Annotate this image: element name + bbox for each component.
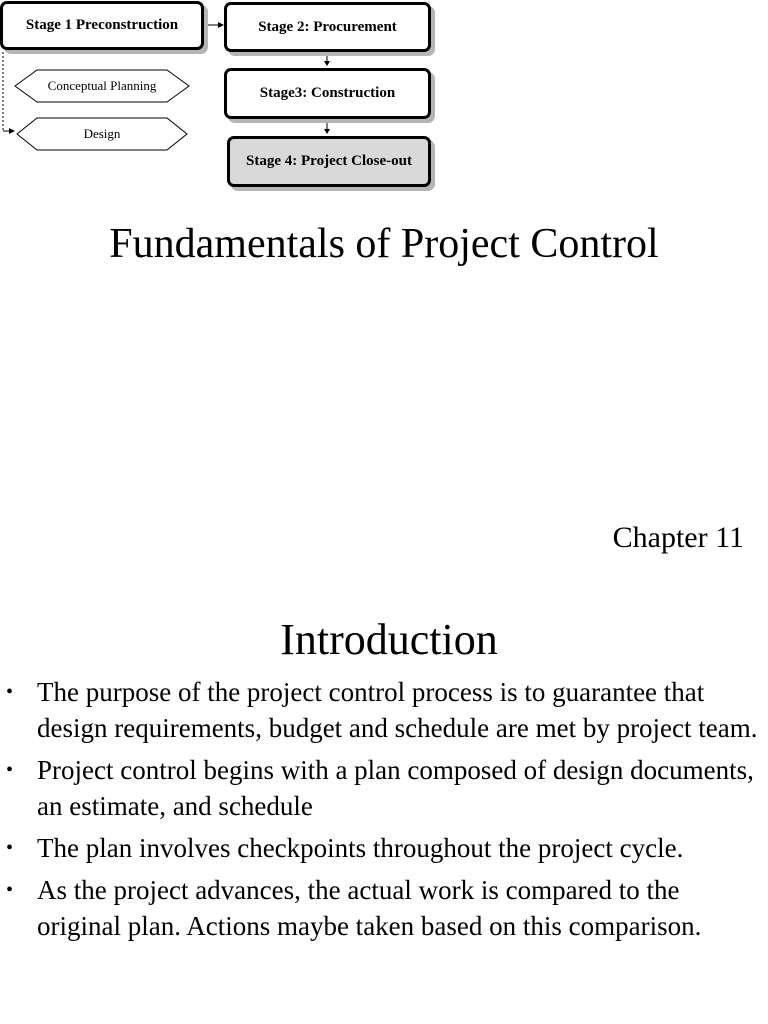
chapter-label: Chapter 11: [612, 521, 744, 554]
stage-1-label: Stage 1 Preconstruction: [25, 17, 179, 33]
substep-design-label: Design: [83, 126, 121, 141]
bullet-item: [0, 872, 768, 944]
bullet-item: [0, 674, 768, 746]
arrowhead-stage3-stage4: [324, 129, 330, 134]
substep-conceptual-planning-label: Conceptual Planning: [47, 78, 157, 93]
stage-3-label: Stage3: Construction: [259, 85, 396, 101]
stage-1-box: [0, 1, 204, 50]
bullet-text: Project control begins with a plan composed of design documents, an estimate, and schedule: [37, 755, 754, 821]
bullet-icon: •: [6, 837, 14, 859]
stage-4-label: Stage 4: Project Close-out: [246, 153, 412, 169]
arrowhead-stage2-stage3: [324, 61, 330, 66]
section-heading: Introduction: [280, 615, 498, 664]
stage-3-box: [224, 68, 431, 119]
stage-diagram: [0, 0, 460, 200]
stage-2-label: Stage 2: Procurement: [258, 18, 397, 35]
bullet-icon: •: [6, 681, 14, 703]
bullet-text: The purpose of the project control process is to guarantee that design requirements, budget and schedule are met by project team.: [37, 677, 758, 743]
stage-4-box: [227, 136, 431, 187]
bullet-item: [0, 752, 768, 824]
bullet-list: [0, 674, 768, 950]
page-title: Fundamentals of Project Control: [109, 221, 659, 267]
bullet-item: [0, 830, 768, 866]
stage-2-box: [224, 2, 431, 52]
bullet-icon: •: [6, 879, 14, 901]
bullet-icon: •: [6, 759, 14, 781]
arrowhead-to-design: [9, 128, 15, 134]
bullet-text: The plan involves checkpoints throughout the project cycle.: [37, 833, 684, 863]
bullet-text: As the project advances, the actual work is compared to the original plan. Actions maybe taken based on this comparison.: [37, 875, 702, 941]
